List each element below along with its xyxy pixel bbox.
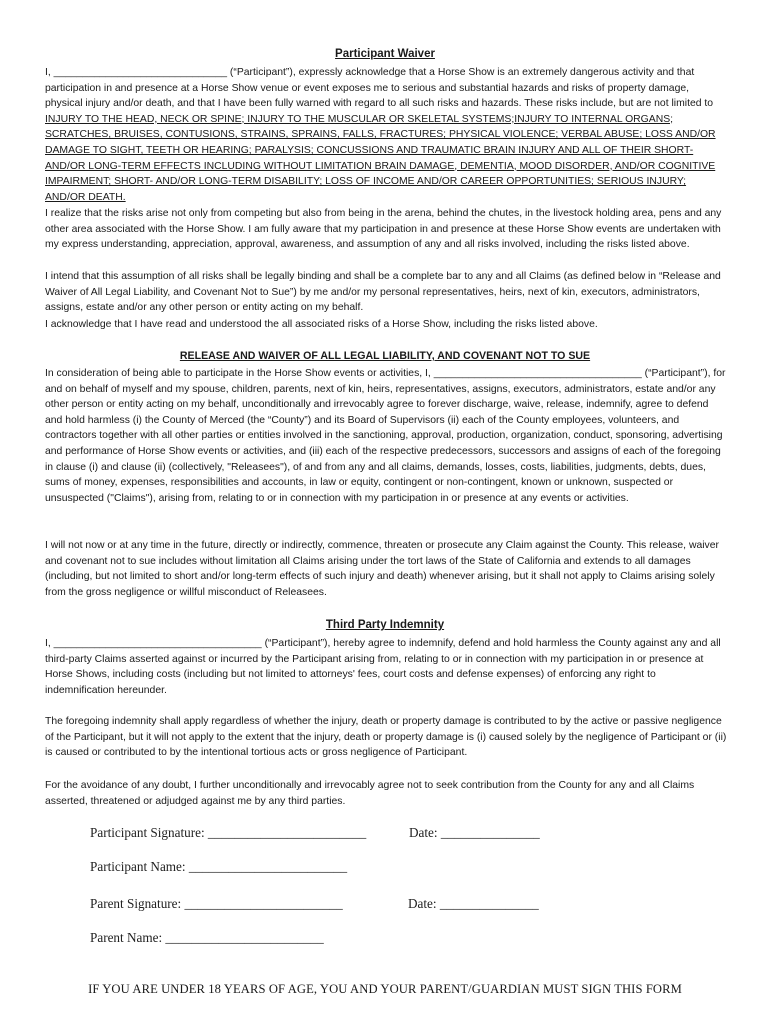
minor-notice-footer: IF YOU ARE UNDER 18 YEARS OF AGE, YOU AND YOUR PARENT/GUARDIAN MUST SIGN THIS FORM [88,982,682,996]
indemnity-paragraph: I, ____________________________________ (“Participant”), hereby agree to indemnify, defend and hold harmless the County against any and all third-party Claims asserted against or incurred by the Participant arising from, relating to or in connection with my participation in or presence at Horse Shows, including costs (including but not limited to attorneys' fees, court costs and defense expenses) of enforcing any right to indemnification hereunder. [45,638,721,696]
covenant-paragraph: I will not now or at any time in the future, directly or indirectly, commence, threaten or prosecute any Claim against the County. This release, waiver and covenant not to sue includes without limitation all Claims arising under the tort laws of the State of California and extends to all damages (including, but not limited to short and/or long-term effects of such injury and death) whenever arising, but it shall not apply to Claims arising solely from the gross negligence or willful misconduct of Releasees. [45,540,719,598]
release-title: RELEASE AND WAIVER OF ALL LEGAL LIABILITY, AND COVENANT NOT TO SUE [179,350,591,362]
risk-acknowledgement-paragraph [45,65,727,205]
risk-location-paragraph: I realize that the risks arise not only from competing but also from being in the arena, behind the chutes, in the livestock holding area, pens and any other area associated with the Horse Show. I am fully aware that my participation in and presence at these Horse Show events are undertaken with my express understanding, appreciation, approval, awareness, and assumption of any and all risks involved, including the risks listed above. [45,208,722,251]
participant-name-line[interactable]: Participant Name: ________________________ [90,859,348,874]
participant-signature-line[interactable]: Participant Signature: ________________________ [90,825,367,840]
parent-signature-line[interactable]: Parent Signature: ________________________ [90,896,343,911]
participant-date-line[interactable]: Date: _______________ [409,825,540,840]
indemnity-title: Third Party Indemnity [325,619,445,631]
indemnity-scope-paragraph: The foregoing indemnity shall apply regardless of whether the injury, death or property damage is contributed to by the active or passive negligence of the Participant, but it will not apply to the extent that the injury, death or property damage is (i) caused solely by the negligence of Participant or (ii) is caused or contributed to by the intentional tortious acts or gross negligence of Participant. [45,716,727,759]
risk-acknowledgement-text: I, ______________________________ (“Participant”), expressly acknowledge that a Horse Show is an extremely dangerous activity and that participation in and presence at a Horse Show venue or event exposes me to serious and substantial hazards and risks of property damage, physical injury and/or death, and that I have been fully warned with regard to all such risks and hazards. These risks include, but are not limited to [45,67,714,110]
risk-list-underlined: INJURY TO THE HEAD, NECK OR SPINE; INJURY TO THE MUSCULAR OR SKELETAL SYSTEMS;INJURY TO INTERNAL ORGANS; SCRATCHES, BRUISES, CONTUSIONS, STRAINS, SPRAINS, FALLS, FRACTURES; PHYSICAL VIOLENCE; VERBAL ABUSE; LOSS AND/OR DAMAGE TO SIGHT, TEETH OR HEARING; PARALYSIS; CONCUSSIONS AND TRAUMATIC BRAIN INJURY AND ALL OF THEIR SHORT- AND/OR LONG-TERM EFFECTS INCLUDING WITHOUT LIMITATION BRAIN DAMAGE, DEMENTIA, MOOD DISORDER, AND/OR COGNITIVE IMPAIRMENT; SHORT- AND/OR LONG-TERM DISABILITY; LOSS OF INCOME AND/OR CAREER OPPORTUNITIES; SERIOUS INJURY; AND/OR DEATH. [45,113,716,203]
parent-date-line[interactable]: Date: _______________ [408,896,539,911]
release-paragraph: In consideration of being able to participate in the Horse Show events or activities, I, ____________________________________ (“Participant”), for and on behalf of myself and my spouse, children, parents, next of kin, heirs, representatives, assigns, executors, administrators, estate and/or any other person or entity acting on my behalf, unconditionally and irrevocably agree to forever discharge, waive, release, indemnify, agree to defend and hold harmless (i) the County of Merced (the “County”) and its Board of Supervisors (ii) each of the County employees, volunteers, and contractors together with all other parties or entities involved in the sanctioning, approval, production, organization, conduct, sponsoring, advertising and performance of Horse Show events or activities, and (iii) each of the respective predecessors, successors and assigns of each of the foregoing in clause (i) and clause (ii) (collectively, "Releasees"), of and from any and all claims, demands, losses, costs, liabilities, judgments, debts, dues, sums of money, expenses, responsibilities and accounts, in law or equity, contingent or non-contingent, known or unknown, suspected or unsuspected ("Claims"), arising from, relating to or in connection with my participation in or presence at any events or activities. [45,368,726,504]
acknowledgement-paragraph: I acknowledge that I have read and understood the all associated risks of a Horse Show, including the risks listed above. [45,319,598,330]
parent-name-line[interactable]: Parent Name: ________________________ [90,930,324,945]
contribution-paragraph: For the avoidance of any doubt, I further unconditionally and irrevocably agree not to seek contribution from the County for any and all Claims asserted, threatened or adjudged against me by any third parties. [45,780,695,807]
assumption-of-risk-paragraph: I intend that this assumption of all risks shall be legally binding and shall be a complete bar to any and all Claims (as defined below in “Release and Waiver of All Legal Liability, and Covenant Not to Sue”) by me and/or my personal representatives, heirs, next of kin, executors, administrators, assigns, estate and/or any other person or entity acting on my behalf. [45,271,721,314]
waiver-title: Participant Waiver [335,48,435,60]
